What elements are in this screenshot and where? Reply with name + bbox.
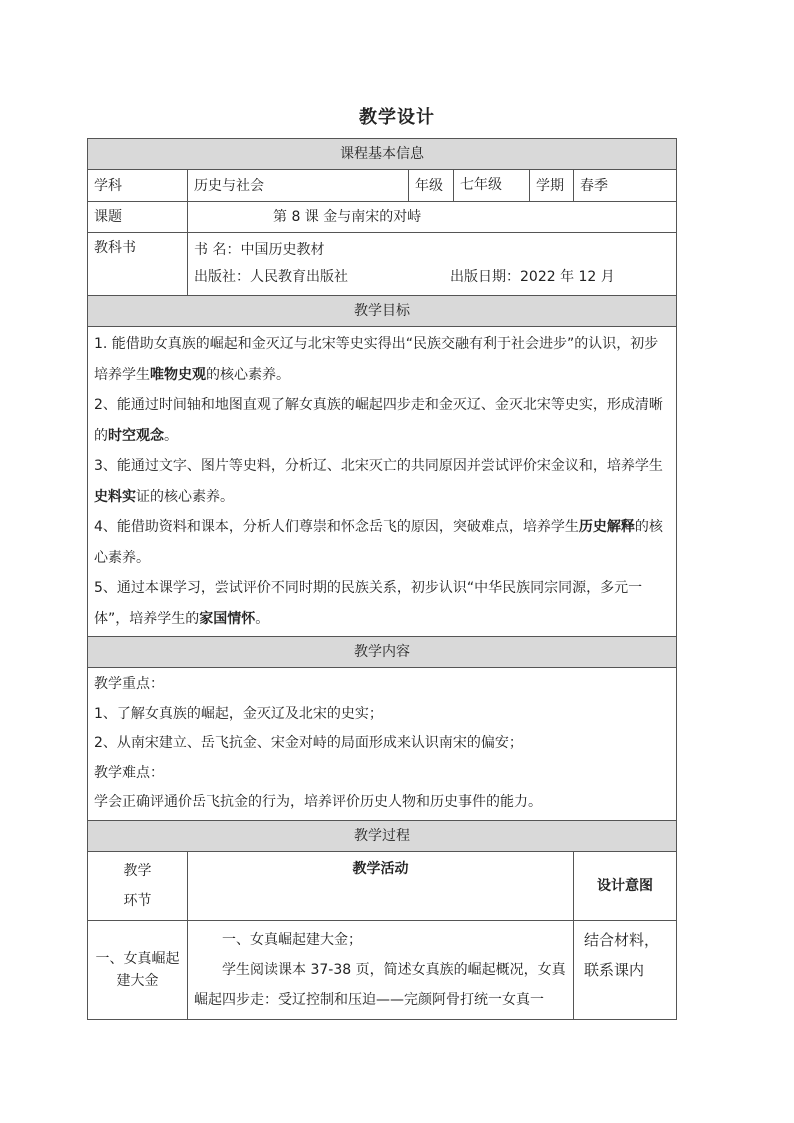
subject-label: 学科 — [88, 170, 188, 202]
col-intent-header: 设计意图 — [574, 851, 677, 920]
book-name: 书 名：中国历史教材 — [194, 242, 325, 258]
grade-label-text: 年级 — [415, 177, 443, 194]
difficulty-label: 教学难点： — [94, 764, 164, 781]
col-activity-header: 教学活动 — [188, 851, 574, 920]
grade-value: 七年级 — [453, 170, 529, 201]
content-header: 教学内容 — [88, 637, 677, 668]
objective-item: 4、能借助资料和课本，分析人们尊崇和怀念岳飞的原因，突破难点，培养学生历史解释的核心素养。 — [94, 519, 663, 566]
key-point-item: 2、从南宋建立、岳飞抗金、宋金对峙的局面形成来认识南宋的偏安； — [94, 735, 523, 751]
grade-cell — [409, 170, 530, 202]
topic-label: 课题 — [88, 202, 188, 233]
objectives-header: 教学目标 — [88, 296, 677, 327]
objective-item: 1. 能借助女真族的崛起和金灭辽与北宋等史实得出“民族交融有利于社会进步”的认识，初步培养学生唯物史观的核心素养。 — [94, 336, 659, 383]
activity-text: 学生阅读课本 37-38 页，简述女真族的崛起概况，女真崛起四步走：受辽控制和压迫——完颜阿骨打统一女真一 — [194, 961, 566, 1008]
doc-title: 教学设计 — [359, 107, 435, 128]
term-label: 学期 — [530, 170, 574, 202]
difficulty-text: 学会正确评通价岳飞抗金的行为，培养评价历史人物和历史事件的能力。 — [94, 794, 542, 810]
key-points-label: 教学重点： — [94, 676, 164, 692]
objective-item: 3、能通过文字、图片等史料，分析辽、北宋灭亡的共同原因并尝试评价宋金议和，培养学生史料实证的核心素养。 — [94, 458, 663, 505]
objectives-list — [88, 327, 677, 637]
objective-item: 2、能通过时间轴和地图直观了解女真族的崛起四步走和金灭辽、金灭北宋等史实，形成清晰的时空观念。 — [94, 397, 663, 444]
topic-value: 第 8 课 金与南宋的对峙 — [188, 202, 677, 233]
subject-value: 历史与社会 — [188, 170, 409, 202]
lesson-plan-table — [87, 138, 677, 1020]
publisher: 出版社：人民教育出版社 — [194, 269, 348, 285]
textbook-label: 教科书 — [88, 233, 188, 296]
col-stage-header: 教学 环节 — [88, 851, 188, 920]
process-header: 教学过程 — [88, 820, 677, 851]
term-value: 春季 — [574, 170, 677, 202]
stage-cell: 一、女真崛起建大金 — [88, 920, 188, 1019]
publish-date: 出版日期：2022 年 12 月 — [450, 269, 615, 285]
activity-cell — [188, 920, 574, 1019]
objective-item: 5、通过本课学习，尝试评价不同时期的民族关系，初步认识“中华民族同宗同源，多元一体”，培养学生的家国情怀。 — [94, 580, 643, 627]
intent-cell: 结合材料，联系课内 — [574, 920, 677, 1019]
basic-info-header: 课程基本信息 — [88, 139, 677, 170]
activity-title: 一、女真崛起建大金； — [222, 931, 362, 948]
key-point-item: 1、了解女真族的崛起，金灭辽及北宋的史实； — [94, 705, 383, 722]
content-body — [88, 668, 677, 821]
